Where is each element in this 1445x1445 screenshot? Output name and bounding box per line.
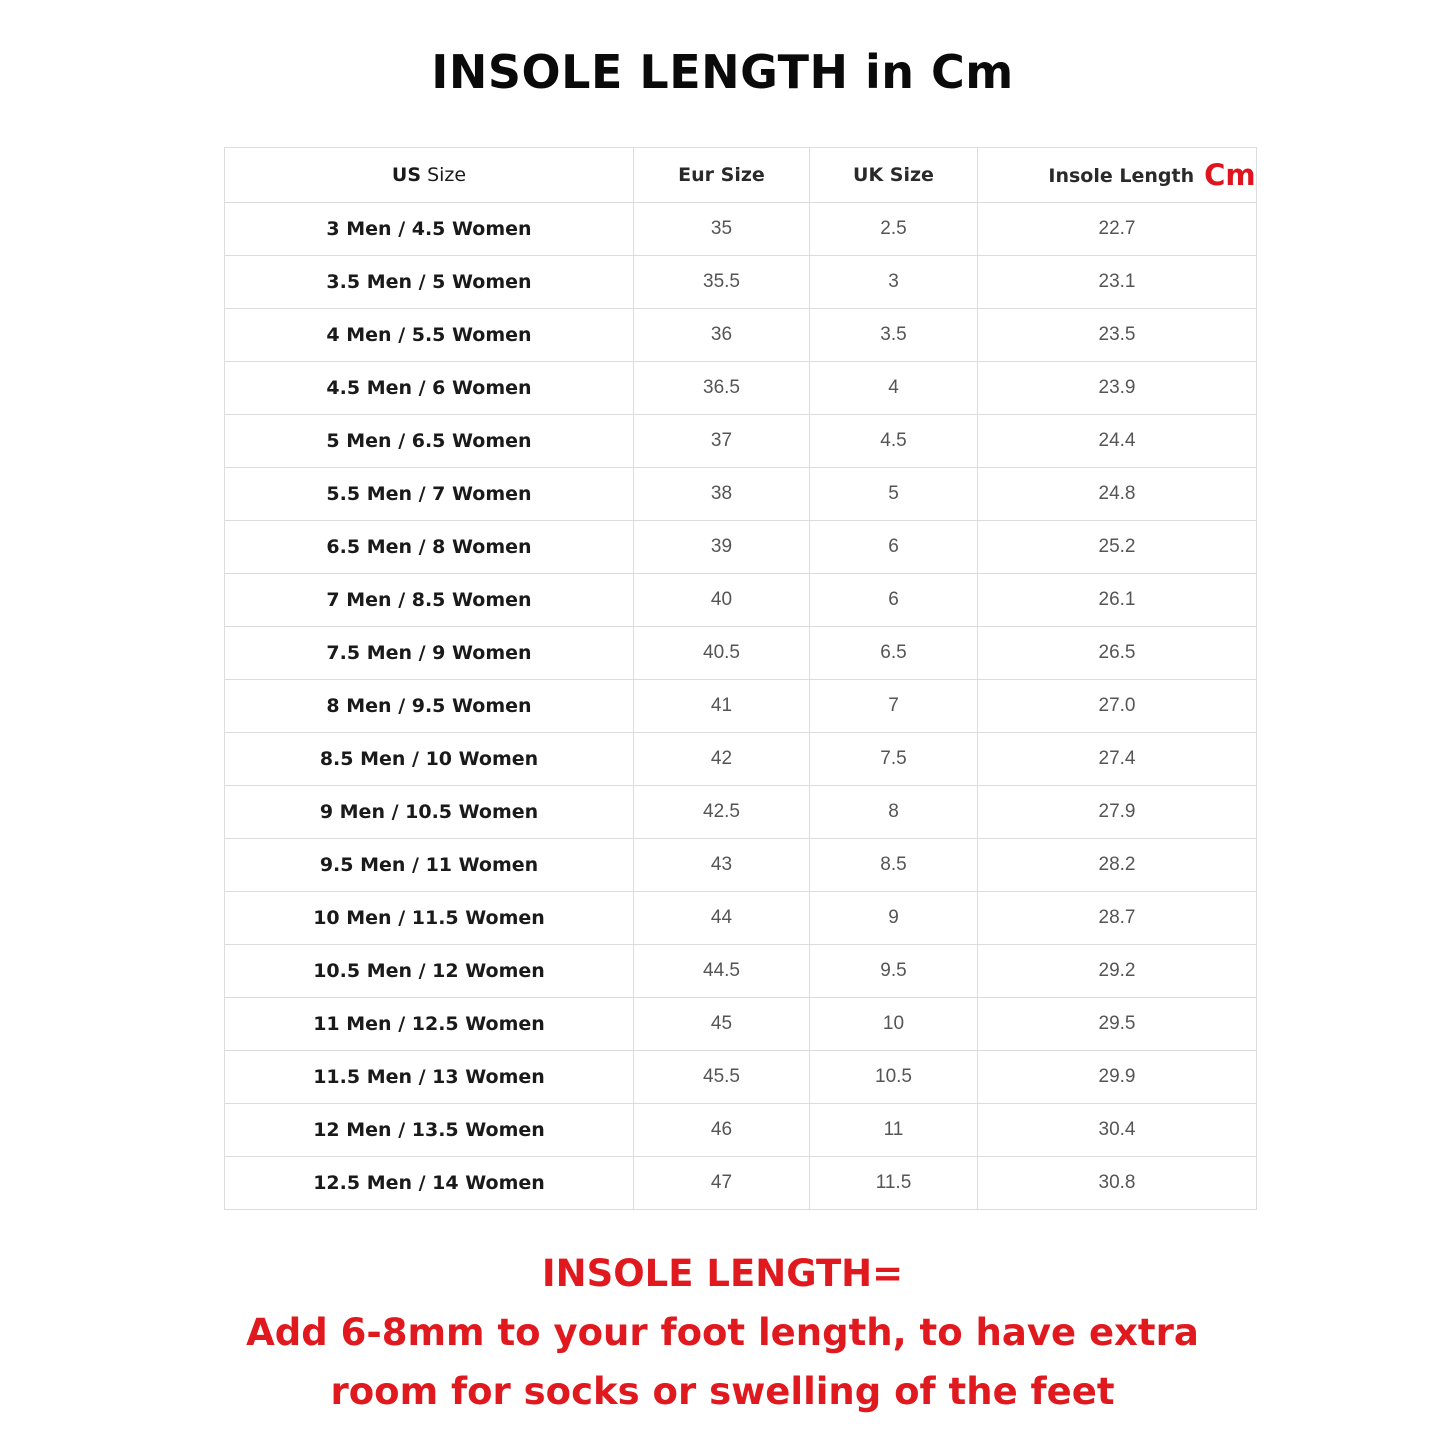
note-line-3: room for socks or swelling of the feet [330,1370,1115,1413]
eur-size-cell: 37 [634,415,810,468]
table-row [225,362,1257,415]
eur-size-cell: 35 [634,203,810,256]
us-size-cell: 5 Men / 6.5 Women [225,415,634,468]
insole-length-cell: 23.1 [978,256,1257,309]
insole-length-cell: 27.9 [978,786,1257,839]
us-size-cell: 4 Men / 5.5 Women [225,309,634,362]
eur-size-cell: 43 [634,839,810,892]
table-row [225,627,1257,680]
insole-length-cell: 29.5 [978,998,1257,1051]
insole-length-cell: 24.8 [978,468,1257,521]
table-row [225,256,1257,309]
table-row [225,945,1257,998]
table-header-row [225,148,1257,203]
eur-size-cell: 40.5 [634,627,810,680]
table-row [225,1157,1257,1210]
note-line-1: INSOLE LENGTH= [541,1252,904,1295]
uk-size-cell: 2.5 [810,203,978,256]
table-row [225,998,1257,1051]
insole-length-cell: 30.4 [978,1104,1257,1157]
table-row [225,892,1257,945]
eur-size-cell: 41 [634,680,810,733]
eur-size-cell: 44.5 [634,945,810,998]
us-size-cell: 6.5 Men / 8 Women [225,521,634,574]
uk-size-cell: 3 [810,256,978,309]
header-us-size [225,148,634,203]
table-row [225,203,1257,256]
insole-length-cell: 23.5 [978,309,1257,362]
header-unit-cm: Cm [1204,158,1256,192]
uk-size-cell: 6.5 [810,627,978,680]
eur-size-cell: 44 [634,892,810,945]
eur-size-cell: 35.5 [634,256,810,309]
note-line-2: Add 6-8mm to your foot length, to have extra [246,1311,1199,1354]
insole-length-cell: 30.8 [978,1157,1257,1210]
uk-size-cell: 7 [810,680,978,733]
eur-size-cell: 47 [634,1157,810,1210]
uk-size-cell: 9 [810,892,978,945]
table-row [225,733,1257,786]
uk-size-cell: 11.5 [810,1157,978,1210]
size-chart-table [224,147,1257,1210]
us-size-cell: 5.5 Men / 7 Women [225,468,634,521]
us-size-cell: 12 Men / 13.5 Women [225,1104,634,1157]
insole-length-cell: 23.9 [978,362,1257,415]
insole-length-cell: 28.2 [978,839,1257,892]
us-size-cell: 12.5 Men / 14 Women [225,1157,634,1210]
table-row [225,839,1257,892]
page-title: INSOLE LENGTH in Cm [431,45,1014,99]
header-insole-length [978,148,1257,203]
uk-size-cell: 10.5 [810,1051,978,1104]
eur-size-cell: 45 [634,998,810,1051]
us-size-cell: 3.5 Men / 5 Women [225,256,634,309]
eur-size-cell: 36 [634,309,810,362]
header-us-prefix: US [391,164,422,186]
insole-length-cell: 29.2 [978,945,1257,998]
header-uk-label: UK Size [853,164,934,186]
eur-size-cell: 46 [634,1104,810,1157]
uk-size-cell: 8.5 [810,839,978,892]
uk-size-cell: 6 [810,521,978,574]
uk-size-cell: 5 [810,468,978,521]
us-size-cell: 9 Men / 10.5 Women [225,786,634,839]
insole-length-cell: 26.5 [978,627,1257,680]
insole-length-cell: 28.7 [978,892,1257,945]
table-row [225,786,1257,839]
us-size-cell: 9.5 Men / 11 Women [225,839,634,892]
insole-length-cell: 24.4 [978,415,1257,468]
header-uk-size [810,148,978,203]
us-size-cell: 11.5 Men / 13 Women [225,1051,634,1104]
eur-size-cell: 42 [634,733,810,786]
us-size-cell: 11 Men / 12.5 Women [225,998,634,1051]
uk-size-cell: 9.5 [810,945,978,998]
insole-length-cell: 22.7 [978,203,1257,256]
table-body [225,203,1257,1210]
header-us-suffix: Size [421,164,467,186]
insole-length-cell: 27.4 [978,733,1257,786]
us-size-cell: 10 Men / 11.5 Women [225,892,634,945]
us-size-cell: 7 Men / 8.5 Women [225,574,634,627]
uk-size-cell: 10 [810,998,978,1051]
table-row [225,680,1257,733]
us-size-cell: 3 Men / 4.5 Women [225,203,634,256]
uk-size-cell: 4.5 [810,415,978,468]
insole-length-cell: 26.1 [978,574,1257,627]
header-eur-size [634,148,810,203]
eur-size-cell: 40 [634,574,810,627]
eur-size-cell: 42.5 [634,786,810,839]
table-row [225,574,1257,627]
insole-length-cell: 29.9 [978,1051,1257,1104]
us-size-cell: 4.5 Men / 6 Women [225,362,634,415]
uk-size-cell: 11 [810,1104,978,1157]
uk-size-cell: 4 [810,362,978,415]
eur-size-cell: 38 [634,468,810,521]
table-row [225,1051,1257,1104]
eur-size-cell: 45.5 [634,1051,810,1104]
us-size-cell: 8.5 Men / 10 Women [225,733,634,786]
uk-size-cell: 3.5 [810,309,978,362]
us-size-cell: 8 Men / 9.5 Women [225,680,634,733]
eur-size-cell: 36.5 [634,362,810,415]
insole-note [0,1244,1445,1421]
us-size-cell: 10.5 Men / 12 Women [225,945,634,998]
header-eur-label: Eur Size [678,164,765,186]
insole-length-cell: 25.2 [978,521,1257,574]
uk-size-cell: 6 [810,574,978,627]
table-row [225,415,1257,468]
uk-size-cell: 7.5 [810,733,978,786]
insole-length-cell: 27.0 [978,680,1257,733]
eur-size-cell: 39 [634,521,810,574]
us-size-cell: 7.5 Men / 9 Women [225,627,634,680]
table-row [225,1104,1257,1157]
table-row [225,309,1257,362]
uk-size-cell: 8 [810,786,978,839]
table-row [225,468,1257,521]
table-row [225,521,1257,574]
header-insole-label: Insole Length [1048,165,1195,187]
